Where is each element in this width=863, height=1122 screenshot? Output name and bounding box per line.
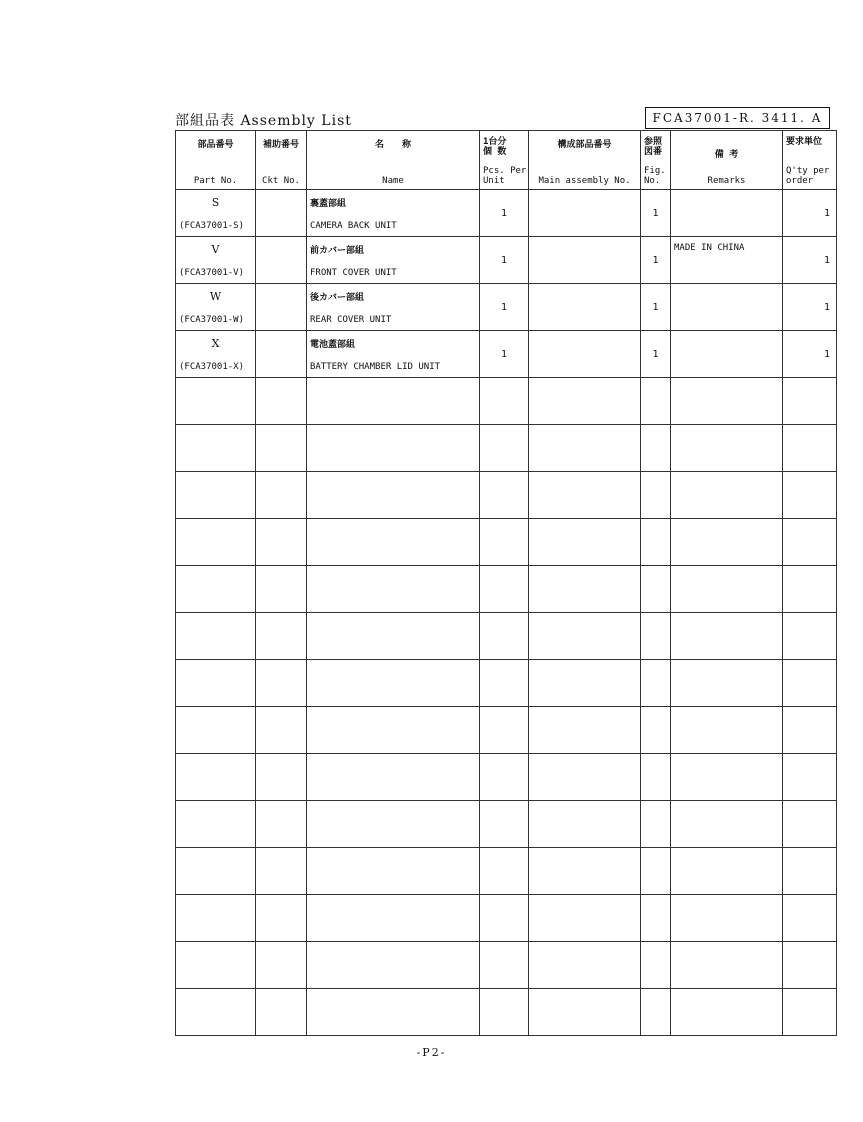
empty-cell — [641, 801, 671, 848]
empty-cell — [256, 754, 307, 801]
empty-cell — [641, 660, 671, 707]
name-en: BATTERY CHAMBER LID UNIT — [310, 362, 441, 372]
empty-cell — [256, 660, 307, 707]
empty-cell — [307, 895, 480, 942]
empty-cell — [783, 378, 837, 425]
empty-cell — [641, 989, 671, 1036]
table-row-empty — [176, 801, 837, 848]
empty-cell — [176, 754, 256, 801]
cell-fig — [641, 237, 671, 284]
empty-cell — [256, 425, 307, 472]
empty-cell — [307, 472, 480, 519]
qty-value: 1 — [823, 207, 830, 219]
cell-ckt-no — [256, 331, 307, 378]
empty-cell — [783, 754, 837, 801]
empty-cell — [480, 472, 529, 519]
table-row — [176, 190, 837, 237]
cell-part-no — [176, 190, 256, 237]
cell-name — [307, 190, 480, 237]
empty-cell — [671, 707, 783, 754]
col-header-part-no-jp: 部品番号 — [197, 140, 234, 150]
cell-part-no — [176, 284, 256, 331]
cell-name — [307, 331, 480, 378]
empty-cell — [641, 613, 671, 660]
qty-value: 1 — [823, 301, 830, 313]
table-row-empty — [176, 895, 837, 942]
col-header-pcs-en: Pcs. Per Unit — [483, 166, 527, 186]
col-header-qty-en: Q'ty per order — [786, 166, 830, 186]
empty-cell — [176, 707, 256, 754]
empty-cell — [256, 472, 307, 519]
empty-cell — [480, 989, 529, 1036]
empty-cell — [671, 801, 783, 848]
empty-cell — [671, 848, 783, 895]
empty-cell — [256, 519, 307, 566]
empty-cell — [641, 895, 671, 942]
empty-cell — [529, 566, 641, 613]
empty-cell — [256, 801, 307, 848]
cell-remarks — [671, 237, 783, 284]
col-header-fig-no — [641, 131, 671, 190]
remarks-value: MADE IN CHINA — [674, 243, 745, 253]
col-header-remarks-en: Remarks — [707, 176, 746, 186]
cell-qty — [783, 331, 837, 378]
empty-cell — [176, 942, 256, 989]
empty-cell — [529, 801, 641, 848]
name-en: FRONT COVER UNIT — [310, 268, 397, 278]
empty-cell — [176, 895, 256, 942]
col-header-part-no — [176, 131, 256, 190]
empty-cell — [783, 989, 837, 1036]
empty-cell — [176, 801, 256, 848]
empty-cell — [671, 425, 783, 472]
table-row-empty — [176, 754, 837, 801]
empty-cell — [641, 472, 671, 519]
empty-cell — [671, 660, 783, 707]
col-header-ckt-no-en: Ckt No. — [262, 176, 300, 186]
empty-cell — [176, 989, 256, 1036]
cell-fig — [641, 284, 671, 331]
empty-cell — [783, 613, 837, 660]
page-number: -P2- — [416, 1046, 447, 1059]
empty-cell — [671, 472, 783, 519]
empty-cell — [641, 378, 671, 425]
table-row-empty — [176, 989, 837, 1036]
empty-cell — [641, 425, 671, 472]
empty-cell — [480, 425, 529, 472]
col-header-pcs-jp: 1台分 個 数 — [483, 137, 507, 157]
qty-value: 1 — [823, 254, 830, 266]
col-header-qty-jp: 要求単位 — [786, 137, 823, 147]
empty-cell — [256, 848, 307, 895]
empty-cell — [783, 942, 837, 989]
empty-cell — [529, 660, 641, 707]
name-jp: 後カバー部組 — [310, 293, 365, 303]
cell-pcs — [480, 190, 529, 237]
cell-main-assembly — [529, 284, 641, 331]
table-body — [176, 190, 837, 1036]
name-jp: 電池蓋部組 — [310, 340, 356, 350]
empty-cell — [641, 848, 671, 895]
empty-cell — [307, 754, 480, 801]
empty-cell — [783, 801, 837, 848]
name-jp: 前カバー部組 — [310, 246, 365, 256]
name-jp: 裏蓋部組 — [310, 199, 347, 209]
col-header-qty-per-order — [783, 131, 837, 190]
part-letter: V — [211, 243, 220, 256]
cell-fig — [641, 190, 671, 237]
empty-cell — [256, 942, 307, 989]
empty-cell — [480, 895, 529, 942]
empty-cell — [307, 613, 480, 660]
col-header-main-assembly — [529, 131, 641, 190]
col-header-remarks — [671, 131, 783, 190]
empty-cell — [307, 425, 480, 472]
empty-cell — [307, 942, 480, 989]
cell-ckt-no — [256, 237, 307, 284]
empty-cell — [176, 613, 256, 660]
col-header-name — [307, 131, 480, 190]
empty-cell — [176, 848, 256, 895]
col-header-name-en: Name — [382, 176, 404, 186]
table-row-empty — [176, 378, 837, 425]
empty-cell — [783, 848, 837, 895]
cell-remarks — [671, 284, 783, 331]
cell-remarks — [671, 331, 783, 378]
empty-cell — [529, 942, 641, 989]
empty-cell — [307, 519, 480, 566]
empty-cell — [176, 378, 256, 425]
empty-cell — [641, 519, 671, 566]
empty-cell — [307, 848, 480, 895]
cell-main-assembly — [529, 331, 641, 378]
pcs-value: 1 — [500, 348, 508, 360]
fig-value: 1 — [652, 348, 659, 360]
empty-cell — [256, 707, 307, 754]
empty-cell — [307, 378, 480, 425]
empty-cell — [307, 801, 480, 848]
part-code: (FCA37001-W) — [179, 315, 245, 325]
col-header-part-no-en: Part No. — [193, 176, 238, 186]
part-letter: X — [211, 337, 220, 350]
col-header-fig-en: Fig. No. — [644, 166, 666, 186]
cell-fig — [641, 331, 671, 378]
empty-cell — [529, 519, 641, 566]
col-header-main-assembly-en: Main assembly No. — [538, 176, 631, 186]
part-letter: S — [211, 196, 220, 209]
empty-cell — [307, 989, 480, 1036]
table-row-empty — [176, 425, 837, 472]
col-header-name-jp: 名 称 — [374, 140, 411, 150]
cell-remarks — [671, 190, 783, 237]
empty-cell — [480, 660, 529, 707]
header-row — [176, 131, 837, 190]
table-row — [176, 284, 837, 331]
empty-cell — [529, 848, 641, 895]
col-header-pcs-per-unit — [480, 131, 529, 190]
part-code: (FCA37001-S) — [179, 221, 245, 231]
empty-cell — [529, 989, 641, 1036]
empty-cell — [671, 378, 783, 425]
empty-cell — [641, 754, 671, 801]
col-header-fig-jp: 参照 図番 — [644, 137, 663, 157]
cell-qty — [783, 284, 837, 331]
fig-value: 1 — [652, 207, 659, 219]
empty-cell — [256, 613, 307, 660]
table-row-empty — [176, 848, 837, 895]
empty-cell — [176, 425, 256, 472]
empty-cell — [480, 707, 529, 754]
cell-part-no — [176, 237, 256, 284]
cell-main-assembly — [529, 190, 641, 237]
fig-value: 1 — [652, 254, 659, 266]
col-header-ckt-no-jp: 補助番号 — [262, 140, 299, 150]
empty-cell — [671, 754, 783, 801]
empty-cell — [783, 425, 837, 472]
cell-ckt-no — [256, 284, 307, 331]
cell-ckt-no — [256, 190, 307, 237]
cell-qty — [783, 190, 837, 237]
empty-cell — [641, 942, 671, 989]
empty-cell — [256, 378, 307, 425]
empty-cell — [176, 566, 256, 613]
col-header-ckt-no — [256, 131, 307, 190]
empty-cell — [307, 660, 480, 707]
cell-qty — [783, 237, 837, 284]
empty-cell — [480, 566, 529, 613]
empty-cell — [529, 472, 641, 519]
cell-name — [307, 237, 480, 284]
part-code: (FCA37001-V) — [179, 268, 245, 278]
empty-cell — [671, 519, 783, 566]
table-row-empty — [176, 519, 837, 566]
cell-pcs — [480, 284, 529, 331]
pcs-value: 1 — [500, 254, 508, 266]
empty-cell — [783, 660, 837, 707]
empty-cell — [671, 895, 783, 942]
pcs-value: 1 — [500, 207, 508, 219]
cell-main-assembly — [529, 237, 641, 284]
empty-cell — [307, 566, 480, 613]
table-row-empty — [176, 707, 837, 754]
empty-cell — [176, 660, 256, 707]
document-title: 部組品表 Assembly List — [175, 113, 352, 129]
table-row-empty — [176, 566, 837, 613]
empty-cell — [176, 519, 256, 566]
empty-cell — [480, 942, 529, 989]
cell-part-no — [176, 331, 256, 378]
empty-cell — [671, 942, 783, 989]
empty-cell — [783, 895, 837, 942]
pcs-value: 1 — [500, 301, 508, 313]
empty-cell — [783, 519, 837, 566]
empty-cell — [176, 472, 256, 519]
empty-cell — [307, 707, 480, 754]
part-code: (FCA37001-X) — [179, 362, 245, 372]
empty-cell — [671, 613, 783, 660]
table-row-empty — [176, 613, 837, 660]
empty-cell — [529, 425, 641, 472]
empty-cell — [641, 707, 671, 754]
empty-cell — [480, 613, 529, 660]
table-row — [176, 237, 837, 284]
empty-cell — [480, 519, 529, 566]
cell-name — [307, 284, 480, 331]
cell-pcs — [480, 237, 529, 284]
name-en: REAR COVER UNIT — [310, 315, 392, 325]
empty-cell — [641, 566, 671, 613]
name-en: CAMERA BACK UNIT — [310, 221, 397, 231]
col-header-main-assembly-jp: 構成部品番号 — [557, 140, 612, 150]
col-header-remarks-jp: 備 考 — [714, 150, 739, 160]
empty-cell — [256, 895, 307, 942]
empty-cell — [671, 566, 783, 613]
empty-cell — [256, 566, 307, 613]
document-number-box: FCA37001-R. 3411. A — [645, 107, 830, 129]
empty-cell — [480, 848, 529, 895]
empty-cell — [480, 754, 529, 801]
empty-cell — [480, 378, 529, 425]
table-row-empty — [176, 472, 837, 519]
empty-cell — [783, 707, 837, 754]
table-row-empty — [176, 942, 837, 989]
empty-cell — [671, 989, 783, 1036]
empty-cell — [529, 895, 641, 942]
empty-cell — [529, 378, 641, 425]
empty-cell — [529, 754, 641, 801]
fig-value: 1 — [652, 301, 659, 313]
empty-cell — [480, 801, 529, 848]
assembly-list-table — [175, 130, 837, 1036]
qty-value: 1 — [823, 348, 830, 360]
empty-cell — [783, 566, 837, 613]
empty-cell — [529, 707, 641, 754]
part-letter: W — [209, 290, 222, 303]
table-row — [176, 331, 837, 378]
cell-pcs — [480, 331, 529, 378]
empty-cell — [529, 613, 641, 660]
table-row-empty — [176, 660, 837, 707]
empty-cell — [783, 472, 837, 519]
empty-cell — [256, 989, 307, 1036]
